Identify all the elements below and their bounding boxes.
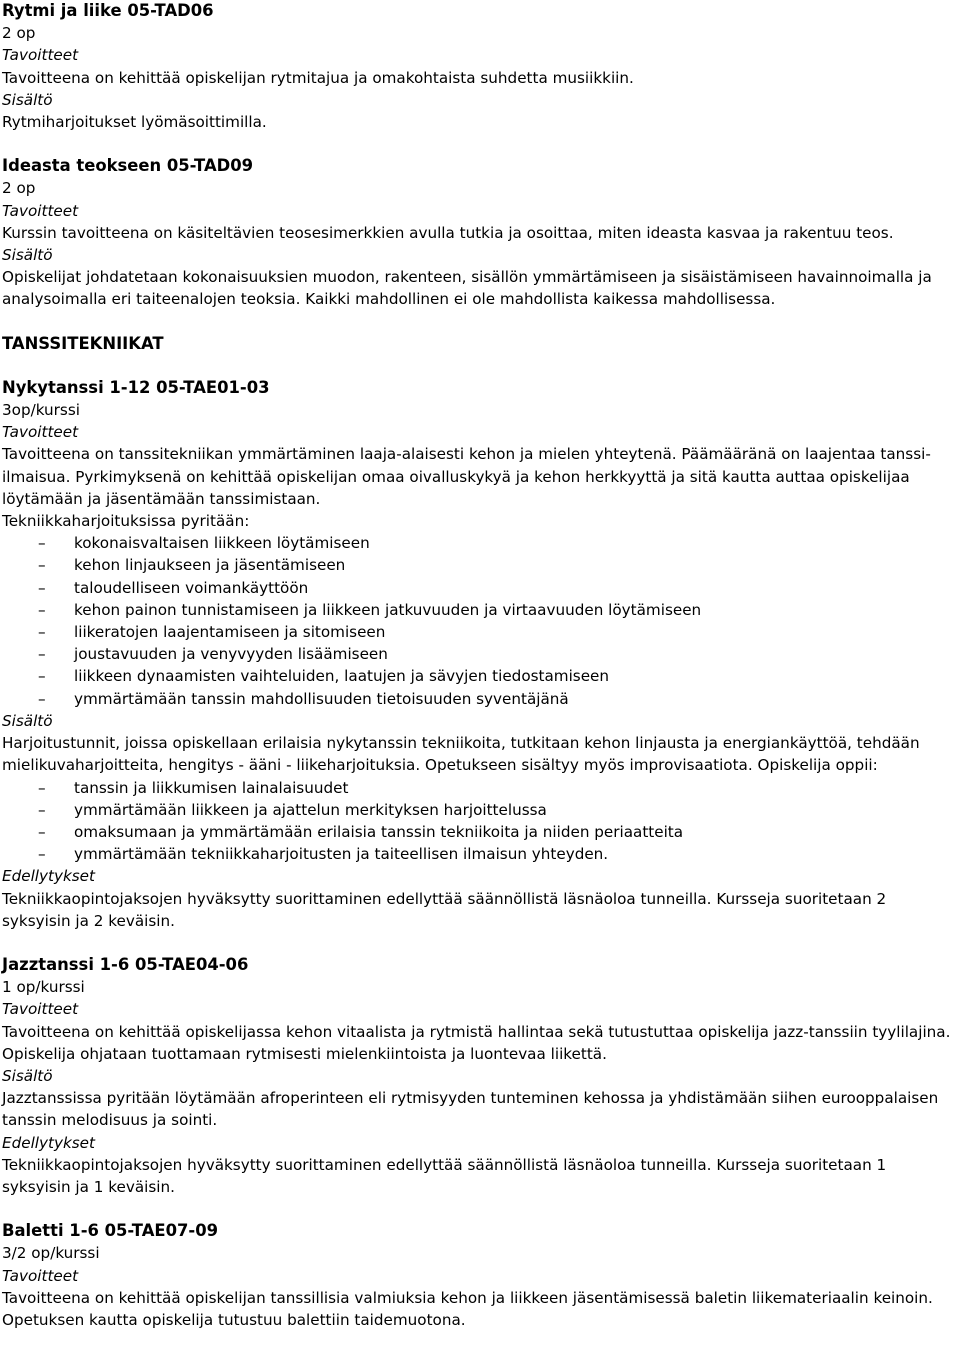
prereq-text: Tekniikkaopintojaksojen hyväksytty suorittaminen edellyttää säännöllistä läsnäoloa tunneilla. Kursseja suoritetaan 2 syksyisin ja 2 keväisin. [2,889,887,930]
goals-label: Tavoitteet [2,1000,79,1019]
prereq-label: Edellytykset [2,1133,95,1152]
course-nykytanssi [2,377,958,932]
course-ideasta-teokseen [2,155,958,310]
course-baletti [2,1220,958,1331]
goals-text: Tavoitteena on kehittää opiskelijassa kehon vitaalista ja rytmistä hallintaa sekä tutustuttaa opiskelija jazz-tanssiin tyylilajina. Opiskelija ohjataan tuottamaan rytmisesti mielenkiintoista ja luontevaa liikettä. [2,1022,951,1063]
course-jazztanssi [2,954,958,1198]
list-item: – tanssin ja liikkumisen lainalaisuudet [38,778,349,797]
list-item: – kehon painon tunnistamiseen ja liikkeen jatkuvuuden ja virtaavuuden löytämiseen [38,600,702,619]
list-item: – kehon linjaukseen ja jäsentämiseen [38,556,346,575]
goals-text: Kurssin tavoitteena on käsiteltävien teosesimerkkien avulla tutkia ja osoittaa, miten ideasta kasvaa ja rakentuu teos. [2,223,894,242]
learn-list [2,777,958,866]
list-item: – ymmärtämään liikkeen ja ajattelun merkityksen harjoittelussa [38,800,547,819]
course-title: Nykytanssi 1-12 05-TAE01-03 [2,377,270,397]
content-text: Harjoitustunnit, joissa opiskellaan erilaisia nykytanssin tekniikoita, tutkitaan kehon linjausta ja energiankäyttöä, tehdään mielikuvaharjoitteita, hengitys - ääni - liikeharjoituksia. Opetukseen sisältyy myös improvisaatiota. Opiskelija oppii: [2,734,920,775]
goals-label: Tavoitteet [2,46,79,65]
course-credits: 2 op [2,179,36,198]
content-label: Sisältö [2,711,53,730]
list-item: – omaksumaan ja ymmärtämään erilaisia tanssin tekniikoita ja niiden periaatteita [38,822,684,841]
content-text: Opiskelijat johdatetaan kokonaisuuksien muodon, rakenteen, sisällön ymmärtämiseen ja sisäistämiseen havainnoimalla ja analysoimalla eri taiteenalojen teoksia. Kaikki mahdollinen ei ole mahdollista kaikessa mahdollisessa. [2,268,932,309]
content-text: Rytmiharjoitukset lyömäsoittimilla. [2,113,267,132]
list-item: – ymmärtämään tekniikkaharjoitusten ja taiteellisen ilmaisun yhteyden. [38,845,609,864]
course-credits: 2 op [2,24,36,43]
list-item: – taloudelliseen voimankäyttöön [38,578,309,597]
prereq-label: Edellytykset [2,867,95,886]
content-label: Sisältö [2,90,53,109]
list-item: – ymmärtämään tanssin mahdollisuuden tietoisuuden syventäjänä [38,689,569,708]
list-item: – joustavuuden ja venyvyyden lisäämiseen [38,645,388,664]
goals-label: Tavoitteet [2,201,79,220]
section-title: TANSSITEKNIIKAT [2,333,164,353]
content-label: Sisältö [2,246,53,265]
course-title: Baletti 1-6 05-TAE07-09 [2,1221,219,1241]
list-item: – liikkeen dynaamisten vaihteluiden, laatujen ja sävyjen tiedostamiseen [38,667,610,686]
content-label: Sisältö [2,1066,53,1085]
course-title: Ideasta teokseen 05-TAD09 [2,156,254,176]
prereq-text: Tekniikkaopintojaksojen hyväksytty suorittaminen edellyttää säännöllistä läsnäoloa tunneilla. Kursseja suoritetaan 1 syksyisin ja 1 keväisin. [2,1155,887,1196]
course-rytmi-ja-liike [2,0,958,133]
technique-intro: Tekniikkaharjoituksissa pyritään: [2,512,250,531]
goals-label: Tavoitteet [2,423,79,442]
goals-text: Tavoitteena on kehittää opiskelijan tanssillisia valmiuksia kehon ja liikkeen jäsentämisessä baletin liikemateriaalin keinoin. Opetuksen kautta opiskelija tutustuu balettiin taidemuotona. [2,1288,933,1329]
technique-list [2,532,958,710]
course-credits: 3op/kurssi [2,401,80,420]
course-credits: 3/2 op/kurssi [2,1244,100,1263]
course-credits: 1 op/kurssi [2,978,85,997]
list-item: – kokonaisvaltaisen liikkeen löytämiseen [38,534,370,553]
course-title: Rytmi ja liike 05-TAD06 [2,1,214,20]
goals-label: Tavoitteet [2,1266,79,1285]
goals-text: Tavoitteena on kehittää opiskelijan rytmitajua ja omakohtaista suhdetta musiikkiin. [2,68,634,87]
goals-text: Tavoitteena on tanssitekniikan ymmärtäminen laaja-alaisesti kehon ja mielen yhteytenä. Päämääränä on laajentaa tanssi-ilmaisua. Pyrkimyksenä on kehittää opiskelijan omaa oivalluskykyä ja kehon herkkyyttä ja sitä kautta auttaa opiskelijaa löytämään ja jäsentämään tanssimistaan. [2,445,931,508]
content-text: Jazztanssissa pyritään löytämään afroperinteen eli rytmisyyden tunteminen kehossa ja yhdistämään siihen eurooppalaisen tanssin melodisuus ja sointi. [2,1089,939,1130]
course-title: Jazztanssi 1-6 05-TAE04-06 [2,954,249,974]
list-item: – liikeratojen laajentamiseen ja sitomiseen [38,623,386,642]
